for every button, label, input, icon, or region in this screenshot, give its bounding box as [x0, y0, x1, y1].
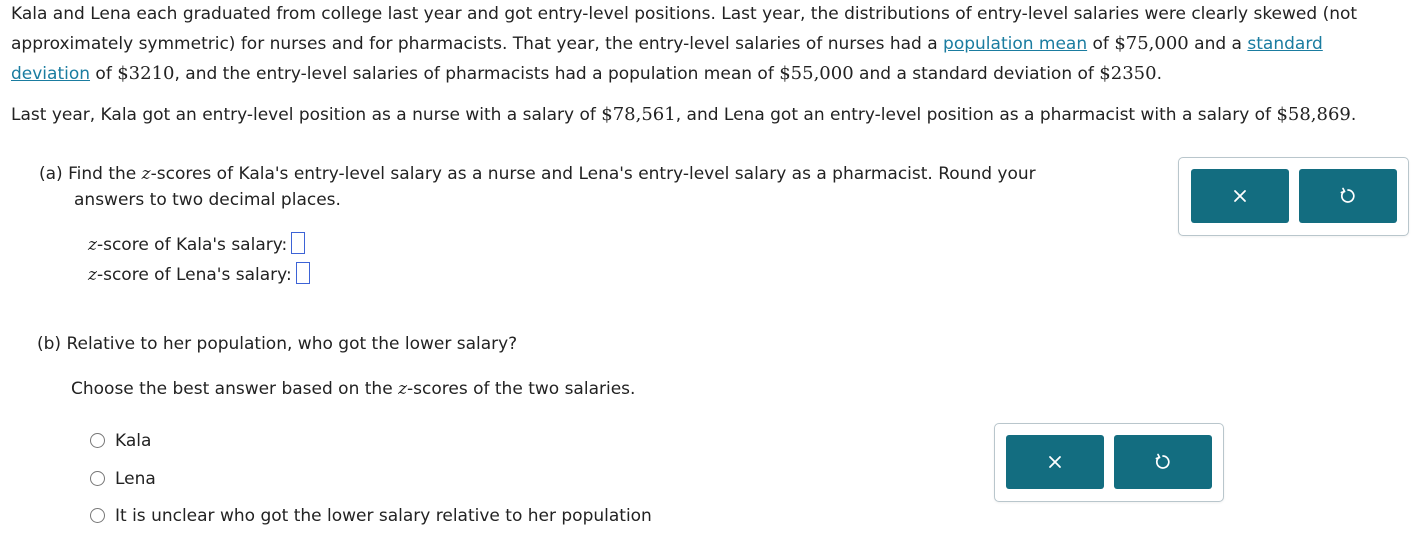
- undo-icon: [1154, 453, 1172, 471]
- standard-deviation-link[interactable]: standard deviation: [11, 34, 1323, 84]
- pharmacist-mean-value: $55,000: [779, 63, 854, 84]
- part-b-reset-button[interactable]: [1114, 435, 1212, 489]
- part-b-prompt: (b) Relative to her population, who got the lower salary?: [37, 334, 518, 354]
- kala-zscore-row: z-score of Kala's salary:: [88, 232, 305, 258]
- option-kala[interactable]: Kala: [90, 429, 151, 453]
- radio-button[interactable]: [90, 471, 105, 486]
- kala-zscore-label: -score of Kala's salary:: [96, 235, 288, 255]
- lena-zscore-input[interactable]: [296, 262, 310, 284]
- part-a-clear-button[interactable]: [1191, 169, 1289, 223]
- part-a-prompt: (a) Find the z-scores of Kala's entry-level salary as a nurse and Lena's entry-level salary as a pharmacist. Round your answers to two decimal places.: [39, 164, 1036, 210]
- undo-icon: [1339, 187, 1357, 205]
- pharmacist-sd-value: $2350: [1099, 63, 1157, 84]
- problem-salaries: Last year, Kala got an entry-level position as a nurse with a salary of $78,561, and Lena got an entry-level position as a pharmacist with a salary of $58,869.: [11, 104, 1357, 125]
- population-mean-link[interactable]: population mean: [943, 34, 1088, 54]
- part-b-clear-button[interactable]: [1006, 435, 1104, 489]
- part-a-button-panel: [1178, 157, 1409, 236]
- part-b-button-panel: [994, 423, 1224, 502]
- part-a-reset-button[interactable]: [1299, 169, 1397, 223]
- problem-intro: Kala and Lena each graduated from college last year and got entry-level positions. Last year, the distributions of entry-level salaries were clearly skewed (not approximately symmetric) for nurses and for pharmacists. That year, the entry-level salaries of nurses had a population mean of $75,000 and a standard deviation of $3210, and the entry-level salaries of pharmacists had a population mean of $55,000 and a standard deviation of $2350.: [11, 4, 1358, 84]
- part-b-instruction: Choose the best answer based on the z-scores of the two salaries.: [71, 379, 636, 399]
- nurse-mean-value: $75,000: [1114, 33, 1189, 54]
- option-unclear[interactable]: It is unclear who got the lower salary relative to her population: [90, 504, 652, 528]
- radio-button[interactable]: [90, 433, 105, 448]
- option-lena[interactable]: Lena: [90, 467, 156, 491]
- x-icon: [1048, 455, 1062, 469]
- lena-zscore-row: z-score of Lena's salary:: [88, 262, 310, 288]
- nurse-sd-value: $3210: [117, 63, 175, 84]
- radio-button[interactable]: [90, 508, 105, 523]
- lena-salary-value: $58,869: [1276, 104, 1351, 125]
- kala-zscore-input[interactable]: [291, 232, 305, 254]
- kala-salary-value: $78,561: [601, 104, 676, 125]
- lena-zscore-label: -score of Lena's salary:: [96, 265, 292, 285]
- x-icon: [1233, 189, 1247, 203]
